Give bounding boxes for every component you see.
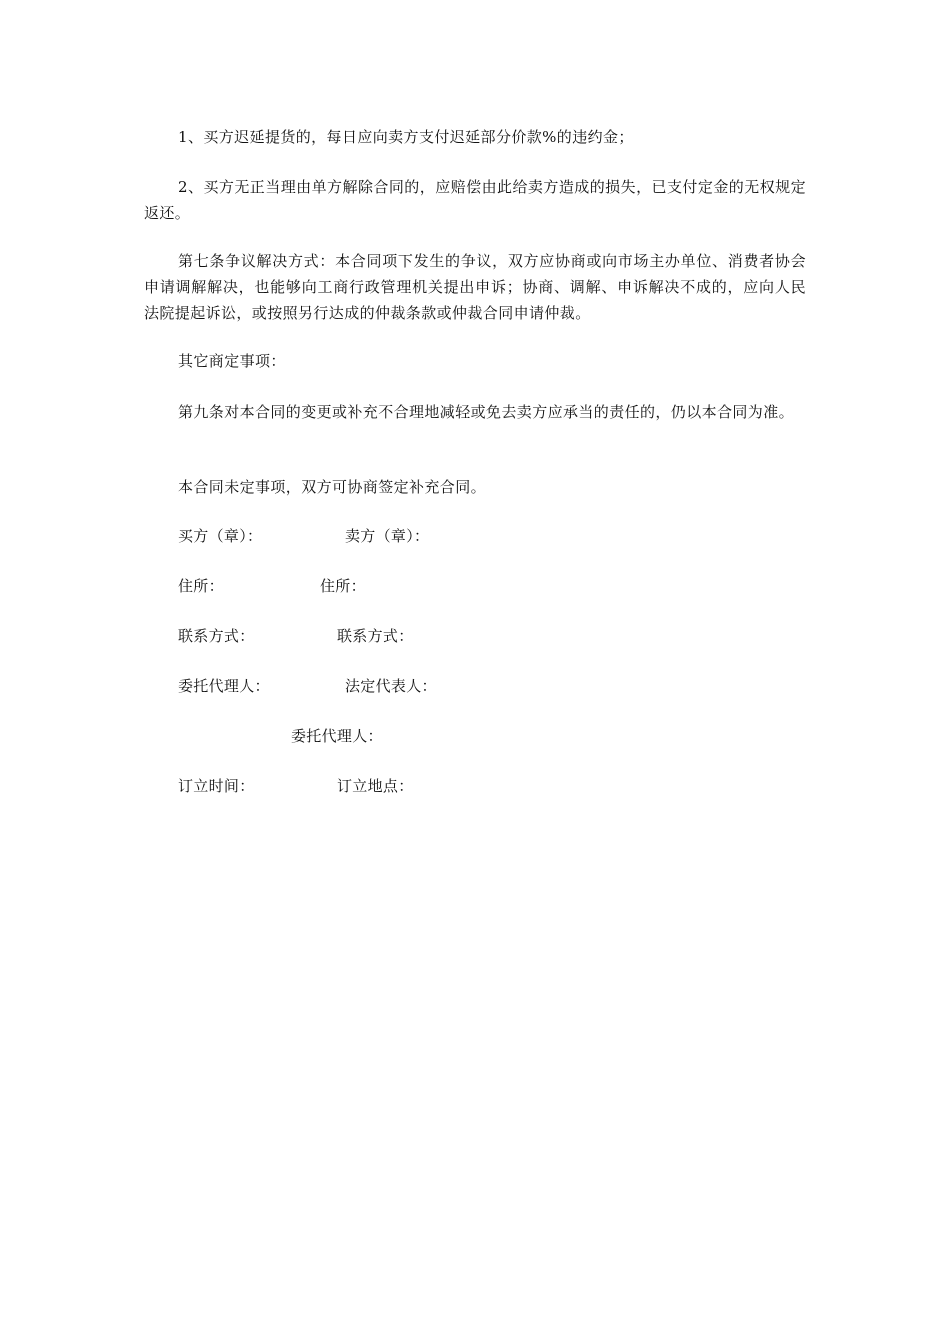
article-7-dispute-resolution: 第七条争议解决方式：本合同项下发生的争议，双方应协商或向市场主办单位、消费者协会申请调解解决，也能够向工商行政管理机关提出申诉；协商、调解、申诉解决不成的，应向人民法院提起诉讼，或按照另行达成的仲裁条款或仲裁合同申请仲裁。 (144, 252, 806, 322)
seller-contact-label: 联系方式： (337, 627, 414, 645)
buyer-seal-label: 买方（章）： (178, 527, 263, 545)
buyer-agent-label: 委托代理人： (178, 677, 270, 695)
seller-agent-label: 委托代理人： (291, 727, 383, 745)
seller-legal-rep-label: 法定代表人： (345, 677, 437, 695)
clause-unilateral-termination: 2、买方无正当理由单方解除合同的，应赔偿由此给卖方造成的损失，已支付定金的无权规定返还。 (144, 178, 806, 222)
seller-address-label: 住所： (320, 577, 366, 595)
sign-place-label: 订立地点： (337, 777, 414, 795)
other-agreed-matters: 其它商定事项： (178, 352, 286, 370)
seller-seal-label: 卖方（章）： (345, 527, 430, 545)
clause-late-pickup: 1、买方迟延提货的，每日应向卖方支付迟延部分价款%的违约金； (178, 128, 634, 146)
buyer-address-label: 住所： (178, 577, 224, 595)
buyer-contact-label: 联系方式： (178, 627, 255, 645)
sign-time-label: 订立时间： (178, 777, 255, 795)
article-9-amendment: 第九条对本合同的变更或补充不合理地减轻或免去卖方应承当的责任的，仍以本合同为准。 (178, 403, 795, 421)
supplementary-contract-note: 本合同未定事项，双方可协商签定补充合同。 (178, 478, 487, 496)
